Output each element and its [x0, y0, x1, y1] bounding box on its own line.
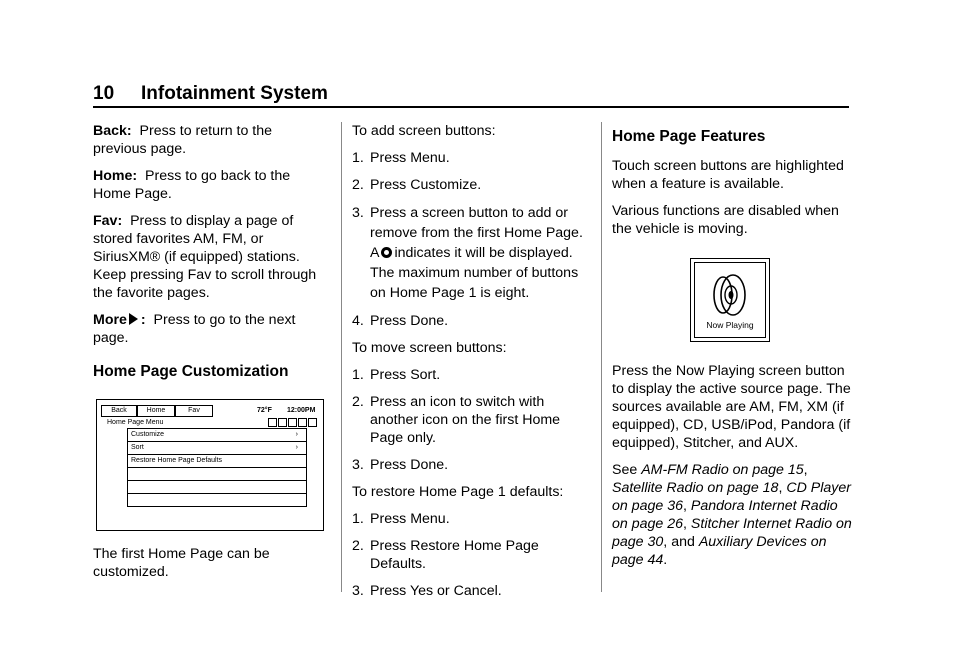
page-reference: AM-FM Radio on page 15 [641, 462, 804, 478]
now-playing-label: Now Playing [706, 320, 754, 330]
screen-menu-row-empty [127, 494, 307, 507]
screen-menu-row: Sort › [127, 442, 307, 455]
column-divider [601, 122, 602, 592]
column-2 [352, 122, 588, 609]
screen-tab-fav: Fav [175, 405, 213, 417]
page-number: 10 [93, 83, 115, 104]
cross-reference-paragraph: See AM-FM Radio on page 15, Satellite Radio on page 18, CD Player on page 36, Pandora Internet Radio on page 26, Stitcher Internet Radio on page 30, and Auxiliary Devices on page 44. [612, 462, 852, 568]
screen-menu-title: Home Page Menu [107, 419, 164, 426]
features-paragraph: Various functions are disabled when the vehicle is moving. [612, 203, 839, 237]
column-divider [341, 122, 342, 592]
list-item: 1. Press Menu. [352, 511, 450, 527]
status-icon [298, 418, 307, 427]
back-description: Back: Press to return to the previous page. [93, 123, 273, 157]
section-heading-customization: Home Page Customization [93, 363, 289, 380]
section-heading-features: Home Page Features [612, 128, 766, 145]
list-item: 2. Press an icon to switch with another icon on the first Home Page only. [352, 394, 561, 446]
list-item: 3. Press Done. [352, 457, 449, 473]
page-reference: CD Player on page 36 [612, 480, 851, 514]
speaker-icon [709, 271, 751, 319]
home-description: Home: Press to go back to the Home Page. [93, 168, 291, 202]
chevron-right-icon: › [295, 431, 298, 438]
list-item: 3. Press Yes or Cancel. [352, 583, 502, 599]
column-1 [93, 122, 329, 590]
selected-indicator-icon [381, 247, 392, 258]
screen-clock: 12:00PM [287, 407, 316, 414]
features-paragraph: Touch screen buttons are highlighted when a feature is available. [612, 158, 844, 192]
screen-temperature: 72°F [257, 407, 272, 414]
status-icon [308, 418, 317, 427]
page-header [93, 80, 849, 108]
chevron-right-icon: › [295, 444, 298, 451]
now-playing-button-figure [690, 258, 770, 342]
list-item: 3. Press a screen button to add or remove from the first Home Page. A indicates it will be displayed. The maximum number of buttons on Home Page 1 is eight. [352, 205, 583, 301]
move-buttons-intro: To move screen buttons: [352, 340, 507, 356]
page-title: Infotainment System [141, 83, 328, 104]
features-paragraph: Press the Now Playing screen button to display the active source page. The sources available are AM, FM, XM (if equipped), CD, USB/iPod, Pandora (if equipped), Stitcher, and AUX. [612, 363, 851, 451]
page-reference: Satellite Radio on page 18 [612, 480, 779, 496]
page-reference: Pandora Internet Radio on page 26 [612, 498, 838, 532]
add-buttons-intro: To add screen buttons: [352, 123, 496, 139]
screen-tab-back: Back [101, 405, 137, 417]
more-arrow-icon [129, 313, 138, 325]
screen-status-icons [268, 418, 317, 427]
list-item: 1. Press Menu. [352, 150, 450, 166]
status-icon [268, 418, 277, 427]
fav-description: Fav: Press to display a page of stored favorites AM, FM, or SiriusXM® (if equipped) stations. Keep pressing Fav to scroll through the favorite pages. [93, 213, 317, 301]
restore-defaults-intro: To restore Home Page 1 defaults: [352, 484, 564, 500]
list-item: 2. Press Restore Home Page Defaults. [352, 538, 539, 572]
status-icon [278, 418, 287, 427]
list-item: 2. Press Customize. [352, 177, 482, 193]
home-page-menu-screen [96, 399, 324, 531]
column-3 [612, 128, 852, 578]
list-item: 1. Press Sort. [352, 367, 441, 383]
screen-menu-row: Restore Home Page Defaults [127, 455, 307, 468]
page-reference: Stitcher Internet Radio on page 30 [612, 516, 852, 550]
list-item: 4. Press Done. [352, 313, 449, 329]
screen-menu-list [127, 428, 307, 507]
screen-menu-row-empty [127, 481, 307, 494]
status-icon [288, 418, 297, 427]
screen-menu-row: Customize › [127, 429, 307, 442]
screen-menu-row-empty [127, 468, 307, 481]
more-description: More : Press to go to the next page. [93, 312, 296, 346]
customization-caption: The first Home Page can be customized. [93, 546, 270, 580]
page-reference: Auxiliary Devices on page 44 [612, 534, 827, 568]
screen-tab-home: Home [137, 405, 175, 417]
